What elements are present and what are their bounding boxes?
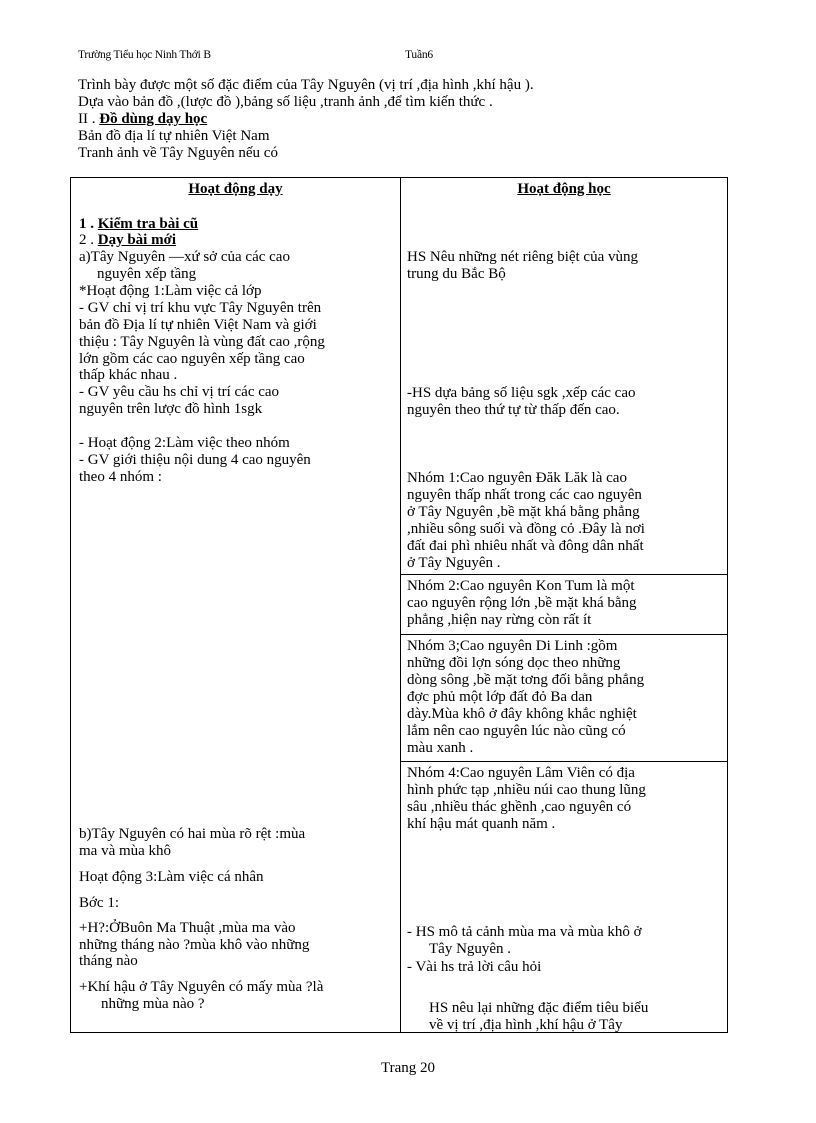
part-a-line-1: a)Tây Nguyên —xứ sở của các cao bbox=[79, 249, 290, 265]
section-2-title: Dạy bài mới bbox=[97, 232, 177, 248]
teacher-step-1-line-5: thấp khác nhau . bbox=[79, 367, 178, 383]
part-b-line-2: ma và mùa khô bbox=[79, 843, 172, 859]
school-name: Trường Tiểu học Ninh Thới B bbox=[78, 49, 211, 61]
student-answer-4: - Vài hs trả lời câu hỏi bbox=[407, 959, 542, 975]
group-1-line-1: Nhóm 1:Cao nguyên Đăk Lăk là cao bbox=[407, 470, 627, 486]
group-1-line-4: ,nhiều sông suối và đồng cỏ .Đây là nơi bbox=[407, 521, 645, 537]
week-label: Tuần6 bbox=[405, 49, 433, 61]
part-a-line-2: nguyên xếp tầng bbox=[97, 266, 197, 282]
materials-item-1: Bản đồ địa lí tự nhiên Việt Nam bbox=[78, 128, 270, 144]
group-2-line-3: phẳng ,hiện nay rừng còn rất ít bbox=[407, 612, 592, 628]
question-1-line-2: những tháng nào ?mùa khô vào những bbox=[79, 937, 310, 953]
part-b-line-1: b)Tây Nguyên có hai mùa rõ rệt :mùa bbox=[79, 826, 306, 842]
group-4-line-2: hình phức tạp ,nhiều núi cao thung lũng bbox=[407, 782, 646, 798]
student-answer-5-line-1: HS nêu lại những đặc điểm tiêu biểu bbox=[429, 1000, 649, 1016]
student-answer-1-line-1: HS Nêu những nét riêng biệt của vùng bbox=[407, 249, 638, 265]
teacher-step-1-line-2: bản đồ Địa lí tự nhiên Việt Nam và giới bbox=[79, 317, 317, 333]
student-answer-1-line-2: trung du Bắc Bộ bbox=[407, 266, 506, 282]
teacher-step-2-line-2: nguyên trên lược đồ hình 1sgk bbox=[79, 401, 263, 417]
page-number: Trang 20 bbox=[380, 1060, 436, 1076]
materials-item-2: Tranh ảnh về Tây Nguyên nếu có bbox=[78, 145, 278, 161]
group-4-line-1: Nhóm 4:Cao nguyên Lâm Viên có địa bbox=[407, 765, 635, 781]
section-1-number: 1 . bbox=[79, 216, 98, 232]
row-divider bbox=[401, 761, 727, 762]
group-4-line-3: sâu ,nhiều thác ghềnh ,cao nguyên có bbox=[407, 799, 632, 815]
objective-line-2: Dựa vào bản đồ ,(lược đồ ),bảng số liệu ,tranh ảnh ,để tìm kiến thức . bbox=[78, 94, 493, 110]
group-3-line-4: đợc phủ một lớp đất đỏ Ba dan bbox=[407, 689, 593, 705]
student-activities bbox=[407, 178, 725, 1032]
teacher-step-1-line-1: - GV chỉ vị trí khu vực Tây Nguyên trên bbox=[79, 300, 322, 316]
teacher-step-3-line-1: - GV giới thiệu nội dung 4 cao nguyên bbox=[79, 452, 311, 468]
student-answer-2-line-2: nguyên theo thứ tự từ thấp đến cao. bbox=[407, 402, 620, 418]
section-1-title: Kiểm tra bài cũ bbox=[97, 216, 199, 232]
group-2-line-2: cao nguyên rộng lớn ,bề mặt khá bằng bbox=[407, 595, 637, 611]
teacher-step-1-line-4: lớn gồm các cao nguyên xếp tầng cao bbox=[79, 351, 305, 367]
section-number: II . bbox=[78, 111, 100, 127]
section-heading bbox=[78, 111, 534, 128]
activity-3-title: Hoạt động 3:Làm việc cá nhân bbox=[79, 869, 264, 885]
student-answer-2-line-1: -HS dựa bảng số liệu sgk ,xếp các cao bbox=[407, 385, 636, 401]
group-3-line-2: những đồi lợn sóng dọc theo những bbox=[407, 655, 621, 671]
group-3-line-3: dòng sông ,bề mặt tơng đối bằng phẳng bbox=[407, 672, 645, 688]
group-3-line-5: dày.Mùa khô ở đây không khắc nghiệt bbox=[407, 706, 637, 722]
activity-2-title: - Hoạt động 2:Làm việc theo nhóm bbox=[79, 435, 290, 451]
teacher-step-3-line-2: theo 4 nhóm : bbox=[79, 469, 162, 485]
group-2-line-1: Nhóm 2:Cao nguyên Kon Tum là một bbox=[407, 578, 635, 594]
teacher-step-1-line-3: thiệu : Tây Nguyên là vùng đất cao ,rộng bbox=[79, 334, 325, 350]
group-1-line-3: ở Tây Nguyên ,bề mặt khá bằng phẳng bbox=[407, 504, 640, 520]
student-column bbox=[401, 178, 728, 1033]
question-2-line-2: những mùa nào ? bbox=[101, 996, 205, 1012]
group-1-line-2: nguyên thấp nhất trong các cao nguyên bbox=[407, 487, 642, 503]
group-3-line-1: Nhóm 3;Cao nguyên Di Linh :gồm bbox=[407, 638, 618, 654]
step-1-label: Bớc 1: bbox=[79, 895, 120, 911]
section-title: Đồ dùng dạy học bbox=[99, 111, 208, 127]
row-divider bbox=[401, 634, 727, 635]
student-column-header: Hoạt động học bbox=[517, 181, 611, 197]
group-3-line-7: màu xanh . bbox=[407, 740, 474, 756]
question-1-line-3: tháng nào bbox=[79, 953, 138, 969]
objective-line-1: Trình bày được một số đặc điểm của Tây Nguyên (vị trí ,địa hình ,khí hậu ). bbox=[78, 77, 534, 93]
activity-table bbox=[70, 177, 728, 1033]
teacher-step-2-line-1: - GV yêu cầu hs chỉ vị trí các cao bbox=[79, 384, 280, 400]
student-answer-3-line-2: Tây Nguyên . bbox=[429, 941, 512, 957]
group-1-line-6: ở Tây Nguyên . bbox=[407, 555, 501, 571]
teacher-column-header: Hoạt động dạy bbox=[188, 181, 283, 197]
row-divider bbox=[401, 574, 727, 575]
teacher-column bbox=[71, 178, 401, 1033]
section-2-number: 2 . bbox=[79, 232, 98, 248]
activity-1-title: *Hoạt động 1:Làm việc cả lớp bbox=[79, 283, 262, 299]
group-1-line-5: đất đai phì nhiêu nhất và đông dân nhất bbox=[407, 538, 644, 554]
question-2-line-1: +Khí hậu ở Tây Nguyên có mấy mùa ?là bbox=[79, 979, 324, 995]
intro-block bbox=[78, 77, 534, 162]
student-answer-3-line-1: - HS mô tả cảnh mùa ma và mùa khô ở bbox=[407, 924, 642, 940]
question-1-line-1: +H?:ỞBuôn Ma Thuật ,mùa ma vào bbox=[79, 920, 296, 936]
student-answer-5-line-2: về vị trí ,địa hình ,khí hậu ở Tây bbox=[429, 1017, 623, 1032]
group-4-line-4: khí hậu mát quanh năm . bbox=[407, 816, 556, 832]
group-3-line-6: lắm nên cao nguyên lúc nào cũng có bbox=[407, 723, 626, 739]
